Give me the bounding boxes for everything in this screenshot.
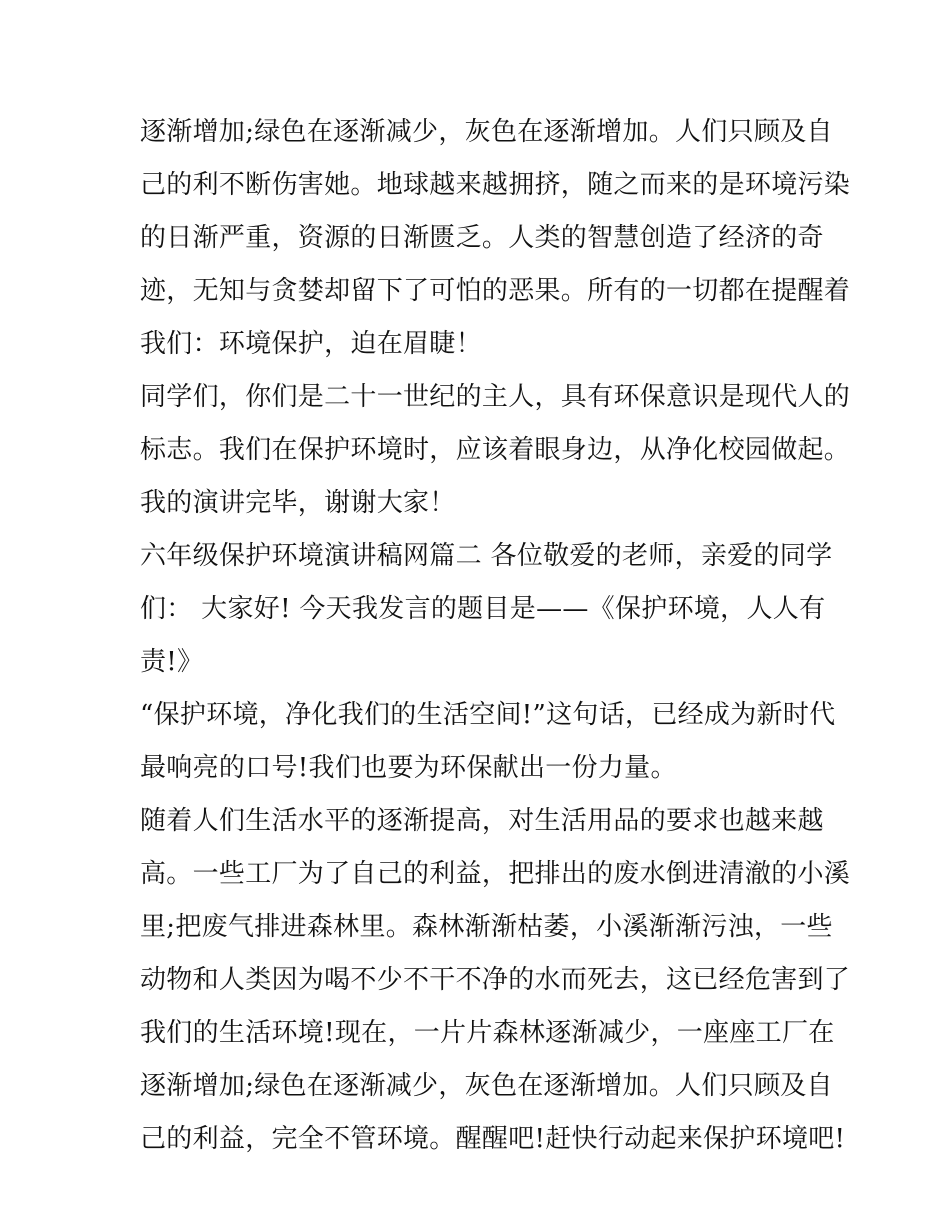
speech-text [140, 106, 851, 1166]
text-line: 随着人们生活水平的逐渐提高，对生活用品的要求也越来越 [140, 806, 824, 836]
text-line: 最响亮的口号!我们也要为环保献出一份力量。 [140, 753, 677, 783]
text-line: 逐渐增加;绿色在逐渐减少，灰色在逐渐增加。人们只顾及自 [140, 1071, 833, 1101]
text-line: 逐渐增加;绿色在逐渐减少，灰色在逐渐增加。人们只顾及自 [140, 117, 833, 147]
text-line: 我们：环境保护，迫在眉睫！ [140, 329, 482, 359]
text-line: 责!》 [140, 647, 204, 677]
text-line: 的日渐严重，资源的日渐匮乏。人类的智慧创造了经济的奇 [140, 223, 824, 253]
text-line: 同学们，你们是二十一世纪的主人，具有环保意识是现代人的 [140, 382, 851, 412]
text-line: 标志。我们在保护环境时，应该着眼身边，从净化校园做起。 [140, 435, 851, 465]
text-line: “保护环境，净化我们的生活空间!”这句话，已经成为新时代 [140, 700, 836, 730]
text-line: 们： 大家好! 今天我发言的题目是——《保护环境，人人有 [140, 594, 826, 624]
text-line: 我的演讲完毕，谢谢大家！ [140, 488, 456, 518]
text-line: 里;把废气排进森林里。森林渐渐枯萎，小溪渐渐污浊，一些 [140, 912, 833, 942]
text-line: 己的利不断伤害她。地球越来越拥挤，随之而来的是环境污染 [140, 170, 851, 200]
text-line: 己的利益，完全不管环境。醒醒吧!赶快行动起来保护环境吧! [140, 1124, 846, 1154]
text-line: 迹，无知与贪婪却留下了可怕的恶果。所有的一切都在提醒着 [140, 276, 851, 306]
text-line: 我们的生活环境!现在，一片片森林逐渐减少，一座座工厂在 [140, 1018, 835, 1048]
section-heading-line: 六年级保护环境演讲稿网篇二 各位敬爱的老师，亲爱的同学 [140, 541, 833, 571]
text-line: 动物和人类因为喝不少不干不净的水而死去，这已经危害到了 [140, 965, 851, 995]
text-line: 高。一些工厂为了自己的利益，把排出的废水倒进清澈的小溪 [140, 859, 851, 889]
